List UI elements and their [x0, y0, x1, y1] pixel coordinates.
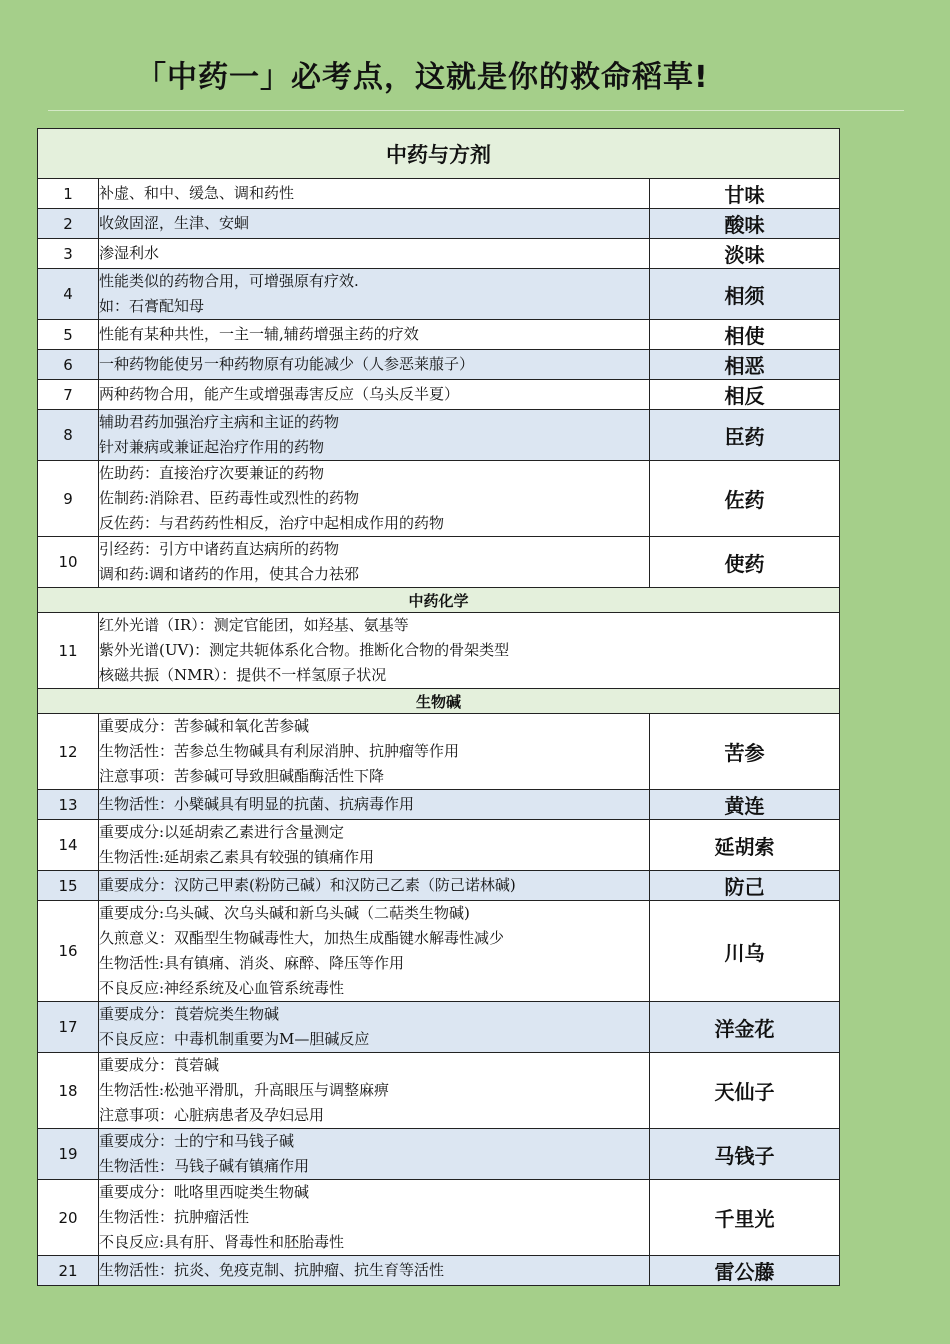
row-description: [99, 1002, 650, 1053]
row-herb-name: 臣药: [650, 410, 840, 461]
description-line: 生物活性:具有镇痛、消炎、麻醉、降压等作用: [99, 954, 405, 972]
description-line: 辅助君药加强治疗主病和主证的药物: [99, 413, 340, 431]
description-line: 针对兼病或兼证起治疗作用的药物: [99, 438, 325, 456]
row-description: [99, 410, 650, 461]
table-title: 中药与方剂: [38, 129, 840, 179]
table-row: [38, 209, 840, 239]
row-description: [99, 537, 650, 588]
table-row: [38, 714, 840, 790]
description-line: 渗湿利水: [99, 244, 160, 262]
row-number: 4: [38, 269, 99, 320]
description-line: 两种药物合用，能产生或增强毒害反应（乌头反半夏）: [99, 385, 460, 403]
description-line: 调和药:调和诸药的作用，使其合力祛邪: [99, 565, 360, 583]
description-line: 注意事项：苦参碱可导致胆碱酯酶活性下降: [99, 767, 385, 785]
section-header-chemistry: 中药化学: [38, 588, 840, 613]
row-herb-name: 甘味: [650, 179, 840, 209]
row-description: [99, 380, 650, 410]
row-herb-name: 天仙子: [650, 1053, 840, 1129]
row-herb-name: 马钱子: [650, 1129, 840, 1180]
description-line: 收敛固涩，生津、安蛔: [99, 214, 250, 232]
description-line: 生物活性：抗炎、免疫克制、抗肿瘤、抗生育等活性: [99, 1261, 445, 1279]
row-herb-name: 淡味: [650, 239, 840, 269]
table-row: [38, 1256, 840, 1286]
row-herb-name: 防己: [650, 871, 840, 901]
row-number: 14: [38, 820, 99, 871]
description-line: 不良反应:神经系统及心血管系统毒性: [99, 979, 345, 997]
row-herb-name: 相恶: [650, 350, 840, 380]
description-line: 重要成分：苦参碱和氧化苦参碱: [99, 717, 310, 735]
row-number: 16: [38, 901, 99, 1002]
row-description: [99, 209, 650, 239]
row-description: [99, 269, 650, 320]
table-row: [38, 537, 840, 588]
row-number: 6: [38, 350, 99, 380]
description-line: 生物活性：抗肿瘤活性: [99, 1208, 250, 1226]
row-number: 19: [38, 1129, 99, 1180]
row-description: [99, 871, 650, 901]
row-herb-name: 川乌: [650, 901, 840, 1002]
herb-formula-table: [37, 128, 840, 1286]
row-description: [99, 820, 650, 871]
row-number: 17: [38, 1002, 99, 1053]
table-row: [38, 350, 840, 380]
row-number: 20: [38, 1180, 99, 1256]
description-line: 紫外光谱(UV)：测定共轭体系化合物。推断化合物的骨架类型: [99, 641, 510, 659]
description-line: 重要成分：莨菪碱: [99, 1056, 220, 1074]
description-line: 引经药：引方中诸药直达病所的药物: [99, 540, 340, 558]
row-herb-name: 黄连: [650, 790, 840, 820]
description-line: 补虚、和中、缓急、调和药性: [99, 184, 295, 202]
row-description: [99, 1180, 650, 1256]
table-row: [38, 461, 840, 537]
table-row: [38, 410, 840, 461]
row-herb-name: 苦参: [650, 714, 840, 790]
row-description: [99, 320, 650, 350]
description-line: 生物活性:松弛平滑肌，升高眼压与调整麻痹: [99, 1081, 390, 1099]
row-number: 15: [38, 871, 99, 901]
row-herb-name: 延胡索: [650, 820, 840, 871]
row-description: [99, 790, 650, 820]
row-number: 12: [38, 714, 99, 790]
title-divider: [48, 110, 904, 111]
description-line: 核磁共振（NMR）：提供不一样氢原子状况: [99, 666, 387, 684]
description-line: 不良反应：中毒机制重要为M—胆碱反应: [99, 1030, 370, 1048]
description-line: 佐助药：直接治疗次要兼证的药物: [99, 464, 325, 482]
row-description: [99, 901, 650, 1002]
table-row: [38, 1002, 840, 1053]
row-description: [99, 1256, 650, 1286]
row-herb-name: 使药: [650, 537, 840, 588]
row-number: 2: [38, 209, 99, 239]
description-line: 佐制药:消除君、臣药毒性或烈性的药物: [99, 489, 360, 507]
description-line: 重要成分：士的宁和马钱子碱: [99, 1132, 295, 1150]
description-line: 反佐药：与君药药性相反，治疗中起相成作用的药物: [99, 514, 445, 532]
description-line: 久煎意义：双酯型生物碱毒性大，加热生成酯键水解毒性减少: [99, 929, 505, 947]
table-row: [38, 1180, 840, 1256]
description-line: 重要成分：汉防己甲素(粉防己碱）和汉防己乙素（防己诺林碱): [99, 876, 516, 894]
row-number: 11: [38, 613, 99, 689]
description-line: 性能类似的药物合用，可增强原有疗效.: [99, 272, 359, 290]
row-herb-name: 雷公藤: [650, 1256, 840, 1286]
section-header-alkaloid: 生物碱: [38, 689, 840, 714]
description-line: 生物活性:延胡索乙素具有较强的镇痛作用: [99, 848, 375, 866]
table-row: [38, 820, 840, 871]
row-number: 13: [38, 790, 99, 820]
row-herb-name: 相须: [650, 269, 840, 320]
description-line: 性能有某种共性，一主一辅,辅药增强主药的疗效: [99, 325, 419, 343]
description-line: 注意事项：心脏病患者及孕妇忌用: [99, 1106, 325, 1124]
description-line: 生物活性：小檗碱具有明显的抗菌、抗病毒作用: [99, 795, 415, 813]
table-row: [38, 613, 840, 689]
row-herb-name: 酸味: [650, 209, 840, 239]
row-description: [99, 613, 840, 689]
row-description: [99, 239, 650, 269]
row-number: 8: [38, 410, 99, 461]
table-row: [38, 380, 840, 410]
row-description: [99, 461, 650, 537]
row-herb-name: 相反: [650, 380, 840, 410]
description-line: 不良反应:具有肝、肾毒性和胚胎毒性: [99, 1233, 345, 1251]
description-line: 重要成分:乌头碱、次乌头碱和新乌头碱（二萜类生物碱): [99, 904, 470, 922]
row-number: 7: [38, 380, 99, 410]
table-row: [38, 901, 840, 1002]
table-row: [38, 320, 840, 350]
description-line: 重要成分：吡咯里西啶类生物碱: [99, 1183, 310, 1201]
row-herb-name: 相使: [650, 320, 840, 350]
description-line: 如：石膏配知母: [99, 297, 205, 315]
row-description: [99, 179, 650, 209]
description-line: 重要成分：莨菪烷类生物碱: [99, 1005, 280, 1023]
row-number: 21: [38, 1256, 99, 1286]
table-row: [38, 239, 840, 269]
page-title: 「中药一」必考点，这就是你的救命稻草!: [136, 60, 709, 95]
row-number: 18: [38, 1053, 99, 1129]
table-row: [38, 179, 840, 209]
table-row: [38, 790, 840, 820]
row-herb-name: 洋金花: [650, 1002, 840, 1053]
row-herb-name: 佐药: [650, 461, 840, 537]
description-line: 生物活性：苦参总生物碱具有利尿消肿、抗肿瘤等作用: [99, 742, 460, 760]
description-line: 一种药物能使另一种药物原有功能减少（人参恶莱菔子）: [99, 355, 475, 373]
row-description: [99, 1053, 650, 1129]
row-description: [99, 1129, 650, 1180]
row-number: 1: [38, 179, 99, 209]
row-herb-name: 千里光: [650, 1180, 840, 1256]
row-number: 3: [38, 239, 99, 269]
table-row: [38, 871, 840, 901]
table-row: [38, 1129, 840, 1180]
row-number: 9: [38, 461, 99, 537]
row-number: 10: [38, 537, 99, 588]
description-line: 重要成分:以延胡索乙素进行含量测定: [99, 823, 345, 841]
table-row: [38, 269, 840, 320]
table-row: [38, 1053, 840, 1129]
row-description: [99, 350, 650, 380]
description-line: 红外光谱（IR）：测定官能团，如羟基、氨基等: [99, 616, 409, 634]
row-description: [99, 714, 650, 790]
description-line: 生物活性：马钱子碱有镇痛作用: [99, 1157, 310, 1175]
row-number: 5: [38, 320, 99, 350]
